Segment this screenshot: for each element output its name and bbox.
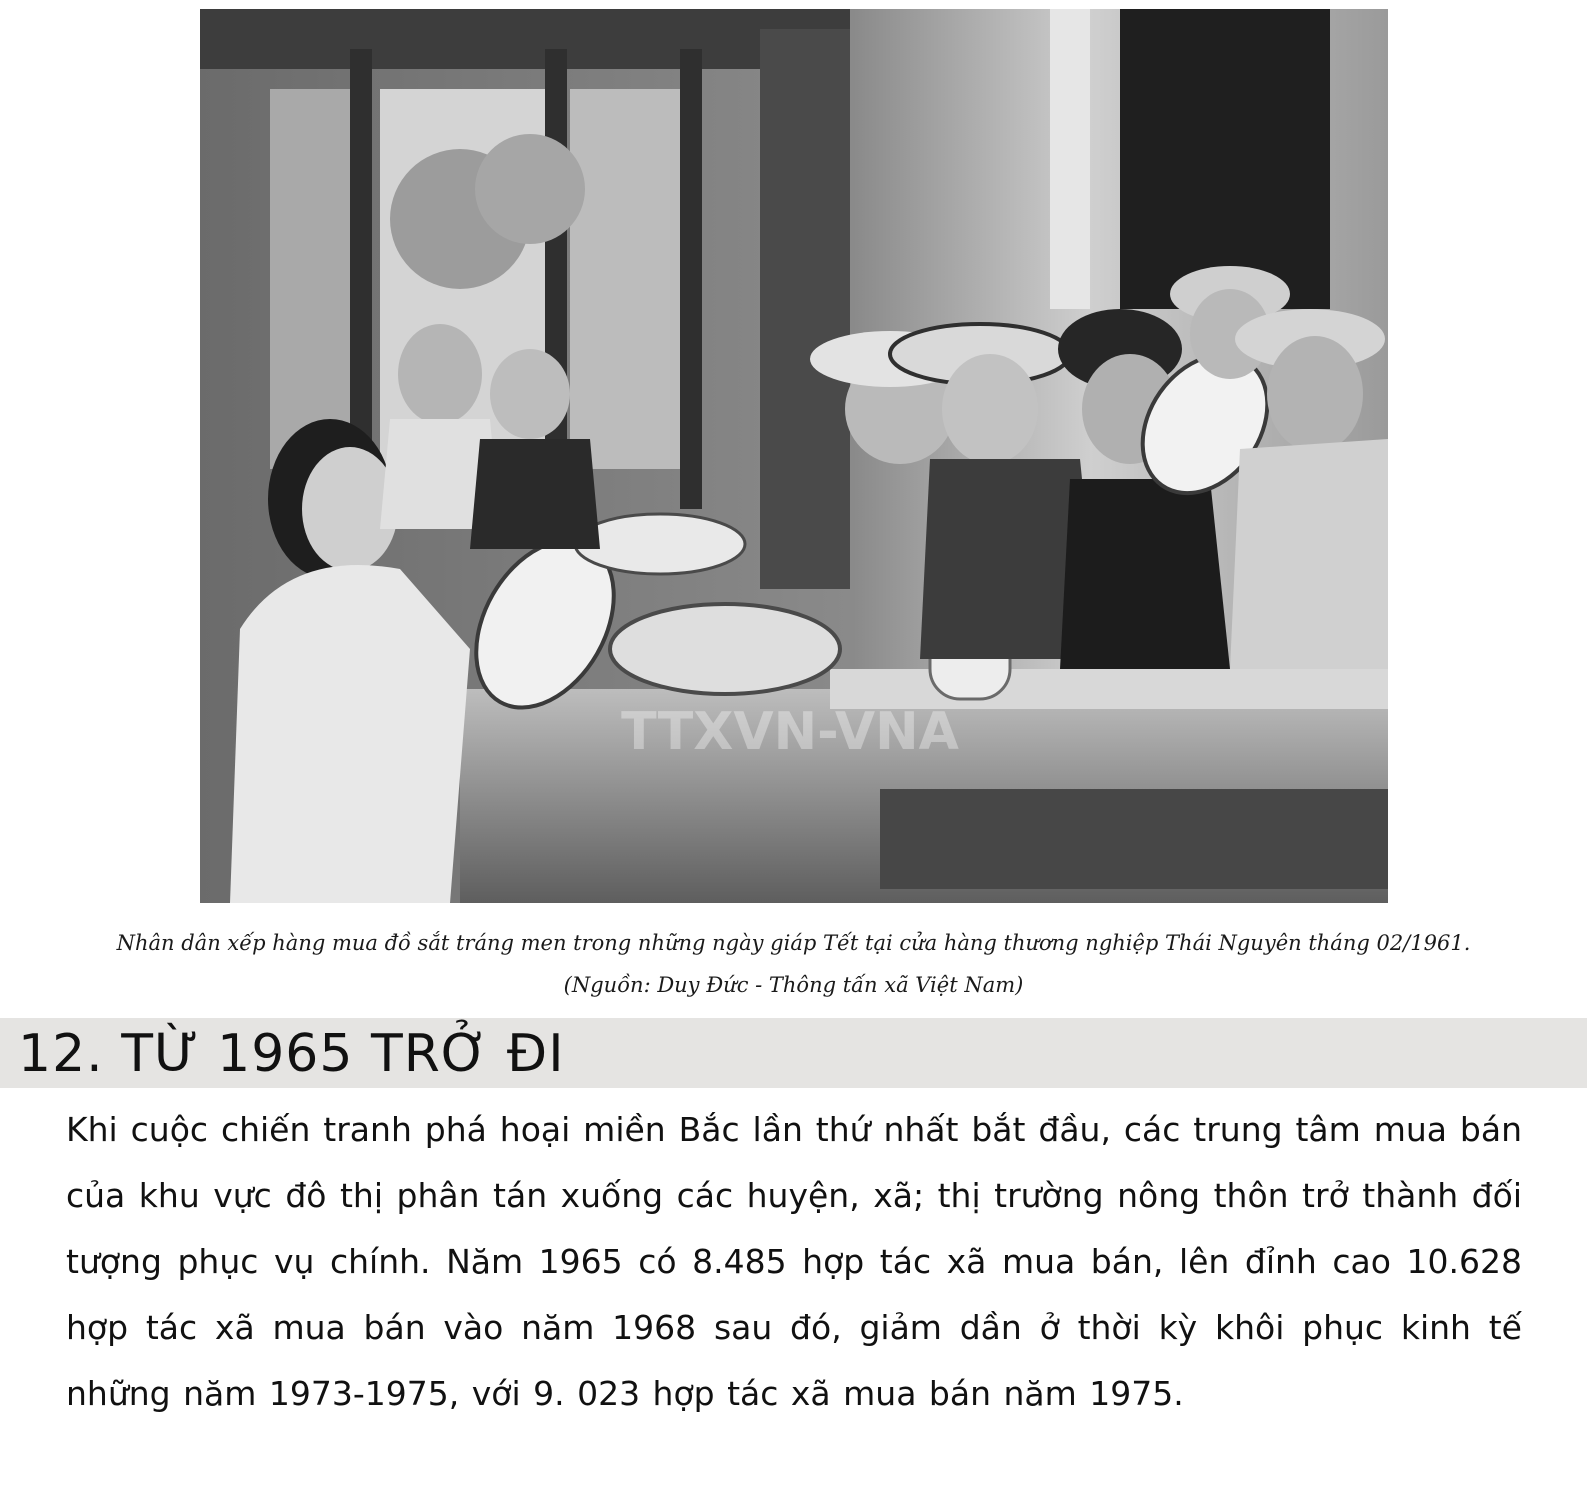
- photo-illustration: [200, 9, 1388, 903]
- caption-line-1: Nhân dân xếp hàng mua đồ sắt tráng men trong những ngày giáp Tết tại cửa hàng thương nghiệp Thái Nguyên tháng 02/1961.: [116, 931, 1471, 955]
- section-title: 12. TỪ 1965 TRỞ ĐI: [18, 1024, 565, 1084]
- archival-photo: [200, 9, 1388, 903]
- caption-line-2: (Nguồn: Duy Đức - Thông tấn xã Việt Nam): [563, 973, 1024, 997]
- watermark-text: TTXVN-VNA: [621, 702, 959, 762]
- photo-caption: [60, 922, 1527, 1006]
- section-body-paragraph: Khi cuộc chiến tranh phá hoại miền Bắc lần thứ nhất bắt đầu, các trung tâm mua bán của khu vực đô thị phân tán xuống các huyện, xã; thị trường nông thôn trở thành đối tượng phục vụ chính. Năm 1965 có 8.485 hợp tác xã mua bán, lên đỉnh cao 10.628 hợp tác xã mua bán vào năm 1968 sau đó, giảm dần ở thời kỳ khôi phục kinh tế những năm 1973-1975, với 9. 023 hợp tác xã mua bán năm 1975.: [66, 1110, 1522, 1413]
